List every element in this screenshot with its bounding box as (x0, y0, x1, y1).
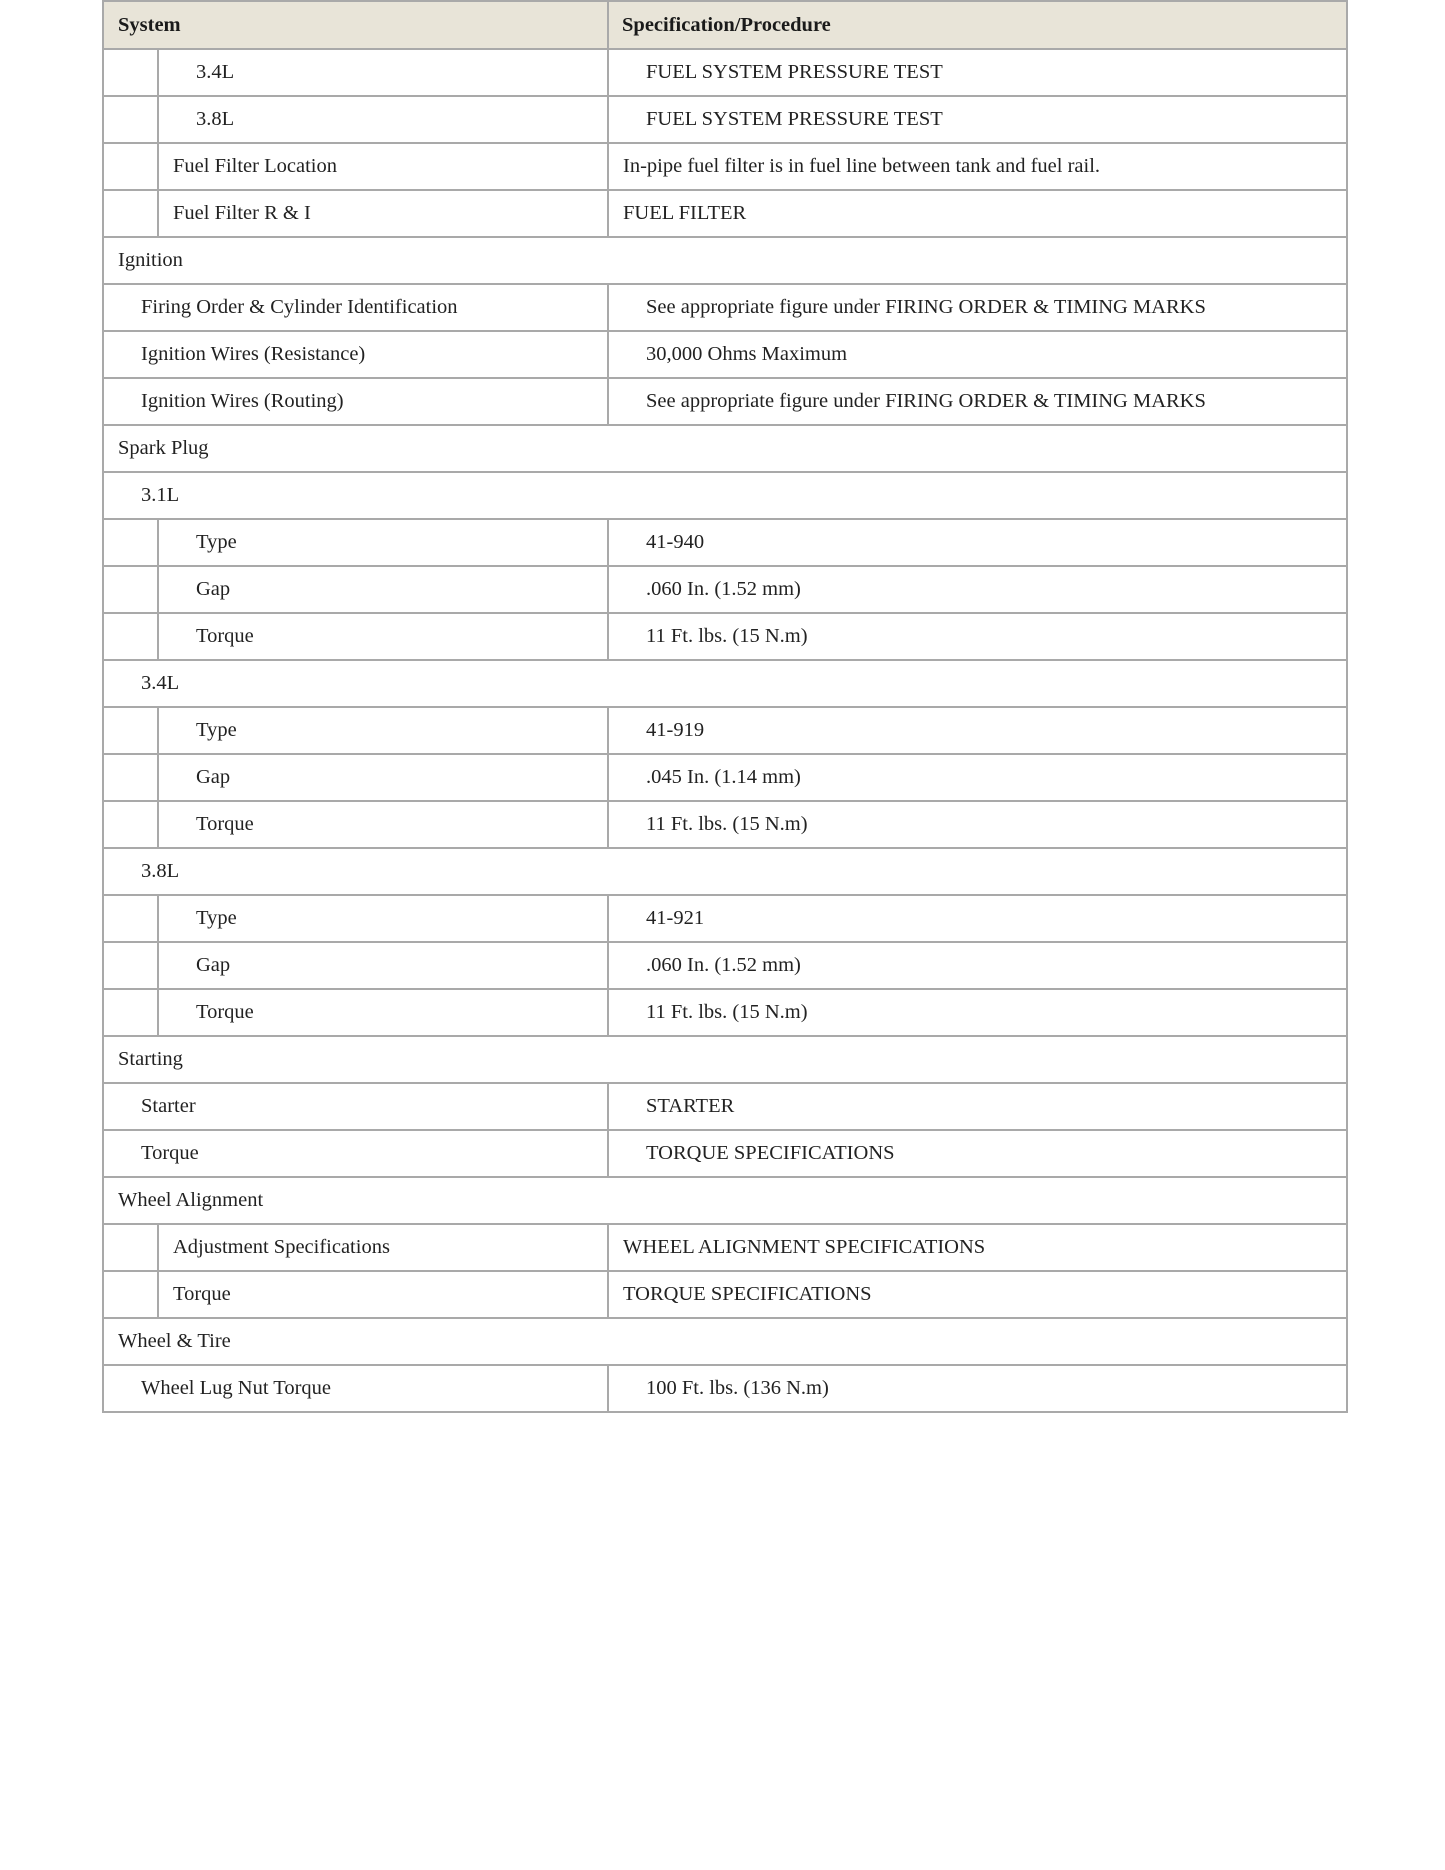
spec-cell: .060 In. (1.52 mm) (608, 566, 1347, 613)
indent-spacer (103, 707, 158, 754)
spec-cell: See appropriate figure under FIRING ORDER & TIMING MARKS (608, 284, 1347, 331)
table-row (103, 378, 1347, 425)
spec-cell: .060 In. (1.52 mm) (608, 942, 1347, 989)
system-cell: Adjustment Specifications (158, 1224, 608, 1271)
spec-cell: .045 In. (1.14 mm) (608, 754, 1347, 801)
specifications-table (102, 0, 1348, 1413)
system-cell: Fuel Filter R & I (158, 190, 608, 237)
table-row (103, 801, 1347, 848)
table-row (103, 754, 1347, 801)
section-heading: Ignition (103, 237, 1347, 284)
system-cell: Gap (158, 754, 608, 801)
section-row (103, 1036, 1347, 1083)
indent-spacer (103, 942, 158, 989)
spec-cell: 41-940 (608, 519, 1347, 566)
table-row (103, 566, 1347, 613)
section-row (103, 1177, 1347, 1224)
section-row (103, 472, 1347, 519)
spec-cell: 100 Ft. lbs. (136 N.m) (608, 1365, 1347, 1412)
spec-cell: 11 Ft. lbs. (15 N.m) (608, 613, 1347, 660)
indent-spacer (103, 190, 158, 237)
spec-cell: 11 Ft. lbs. (15 N.m) (608, 989, 1347, 1036)
spec-cell: FUEL SYSTEM PRESSURE TEST (608, 49, 1347, 96)
system-cell: Type (158, 519, 608, 566)
indent-spacer (103, 989, 158, 1036)
indent-spacer (103, 49, 158, 96)
table-row (103, 1083, 1347, 1130)
table-row (103, 96, 1347, 143)
section-heading: Starting (103, 1036, 1347, 1083)
system-cell: Gap (158, 942, 608, 989)
indent-spacer (103, 1271, 158, 1318)
system-cell: 3.8L (158, 96, 608, 143)
spec-cell: 30,000 Ohms Maximum (608, 331, 1347, 378)
indent-spacer (103, 566, 158, 613)
system-cell: Fuel Filter Location (158, 143, 608, 190)
system-cell: 3.4L (158, 49, 608, 96)
system-cell: Torque (158, 801, 608, 848)
spec-column-header: Specification/Procedure (608, 1, 1347, 49)
system-column-header: System (103, 1, 608, 49)
spec-cell: 41-921 (608, 895, 1347, 942)
spec-cell: FUEL SYSTEM PRESSURE TEST (608, 96, 1347, 143)
table-row (103, 1130, 1347, 1177)
system-cell: Starter (103, 1083, 608, 1130)
indent-spacer (103, 96, 158, 143)
table-row (103, 143, 1347, 190)
subsection-heading: 3.4L (103, 660, 1347, 707)
system-cell: Wheel Lug Nut Torque (103, 1365, 608, 1412)
table-row (103, 707, 1347, 754)
subsection-heading: 3.1L (103, 472, 1347, 519)
indent-spacer (103, 801, 158, 848)
spec-cell: STARTER (608, 1083, 1347, 1130)
table-body (103, 49, 1347, 1412)
section-heading: Wheel & Tire (103, 1318, 1347, 1365)
indent-spacer (103, 1224, 158, 1271)
spec-cell: WHEEL ALIGNMENT SPECIFICATIONS (608, 1224, 1347, 1271)
table-row (103, 989, 1347, 1036)
table-header-row (103, 1, 1347, 49)
table-row (103, 895, 1347, 942)
section-row (103, 237, 1347, 284)
system-cell: Torque (158, 613, 608, 660)
section-row (103, 425, 1347, 472)
system-cell: Type (158, 895, 608, 942)
system-cell: Gap (158, 566, 608, 613)
spec-cell: In-pipe fuel filter is in fuel line between tank and fuel rail. (608, 143, 1347, 190)
section-heading: Spark Plug (103, 425, 1347, 472)
table-row (103, 1365, 1347, 1412)
system-cell: Torque (158, 989, 608, 1036)
table-row (103, 942, 1347, 989)
table-row (103, 613, 1347, 660)
system-cell: Ignition Wires (Routing) (103, 378, 608, 425)
table-row (103, 331, 1347, 378)
system-cell: Type (158, 707, 608, 754)
section-row (103, 1318, 1347, 1365)
indent-spacer (103, 143, 158, 190)
section-heading: Wheel Alignment (103, 1177, 1347, 1224)
system-cell: Torque (103, 1130, 608, 1177)
spec-cell: 41-919 (608, 707, 1347, 754)
system-cell: Ignition Wires (Resistance) (103, 331, 608, 378)
system-cell: Firing Order & Cylinder Identification (103, 284, 608, 331)
indent-spacer (103, 519, 158, 566)
spec-cell: TORQUE SPECIFICATIONS (608, 1271, 1347, 1318)
spec-cell: See appropriate figure under FIRING ORDER & TIMING MARKS (608, 378, 1347, 425)
table-row (103, 519, 1347, 566)
spec-cell: 11 Ft. lbs. (15 N.m) (608, 801, 1347, 848)
indent-spacer (103, 754, 158, 801)
spec-cell: FUEL FILTER (608, 190, 1347, 237)
table-row (103, 1224, 1347, 1271)
section-row (103, 848, 1347, 895)
table-row (103, 1271, 1347, 1318)
table-row (103, 49, 1347, 96)
section-row (103, 660, 1347, 707)
indent-spacer (103, 895, 158, 942)
indent-spacer (103, 613, 158, 660)
table-row (103, 190, 1347, 237)
table-row (103, 284, 1347, 331)
table-header (103, 1, 1347, 49)
system-cell: Torque (158, 1271, 608, 1318)
subsection-heading: 3.8L (103, 848, 1347, 895)
spec-cell: TORQUE SPECIFICATIONS (608, 1130, 1347, 1177)
